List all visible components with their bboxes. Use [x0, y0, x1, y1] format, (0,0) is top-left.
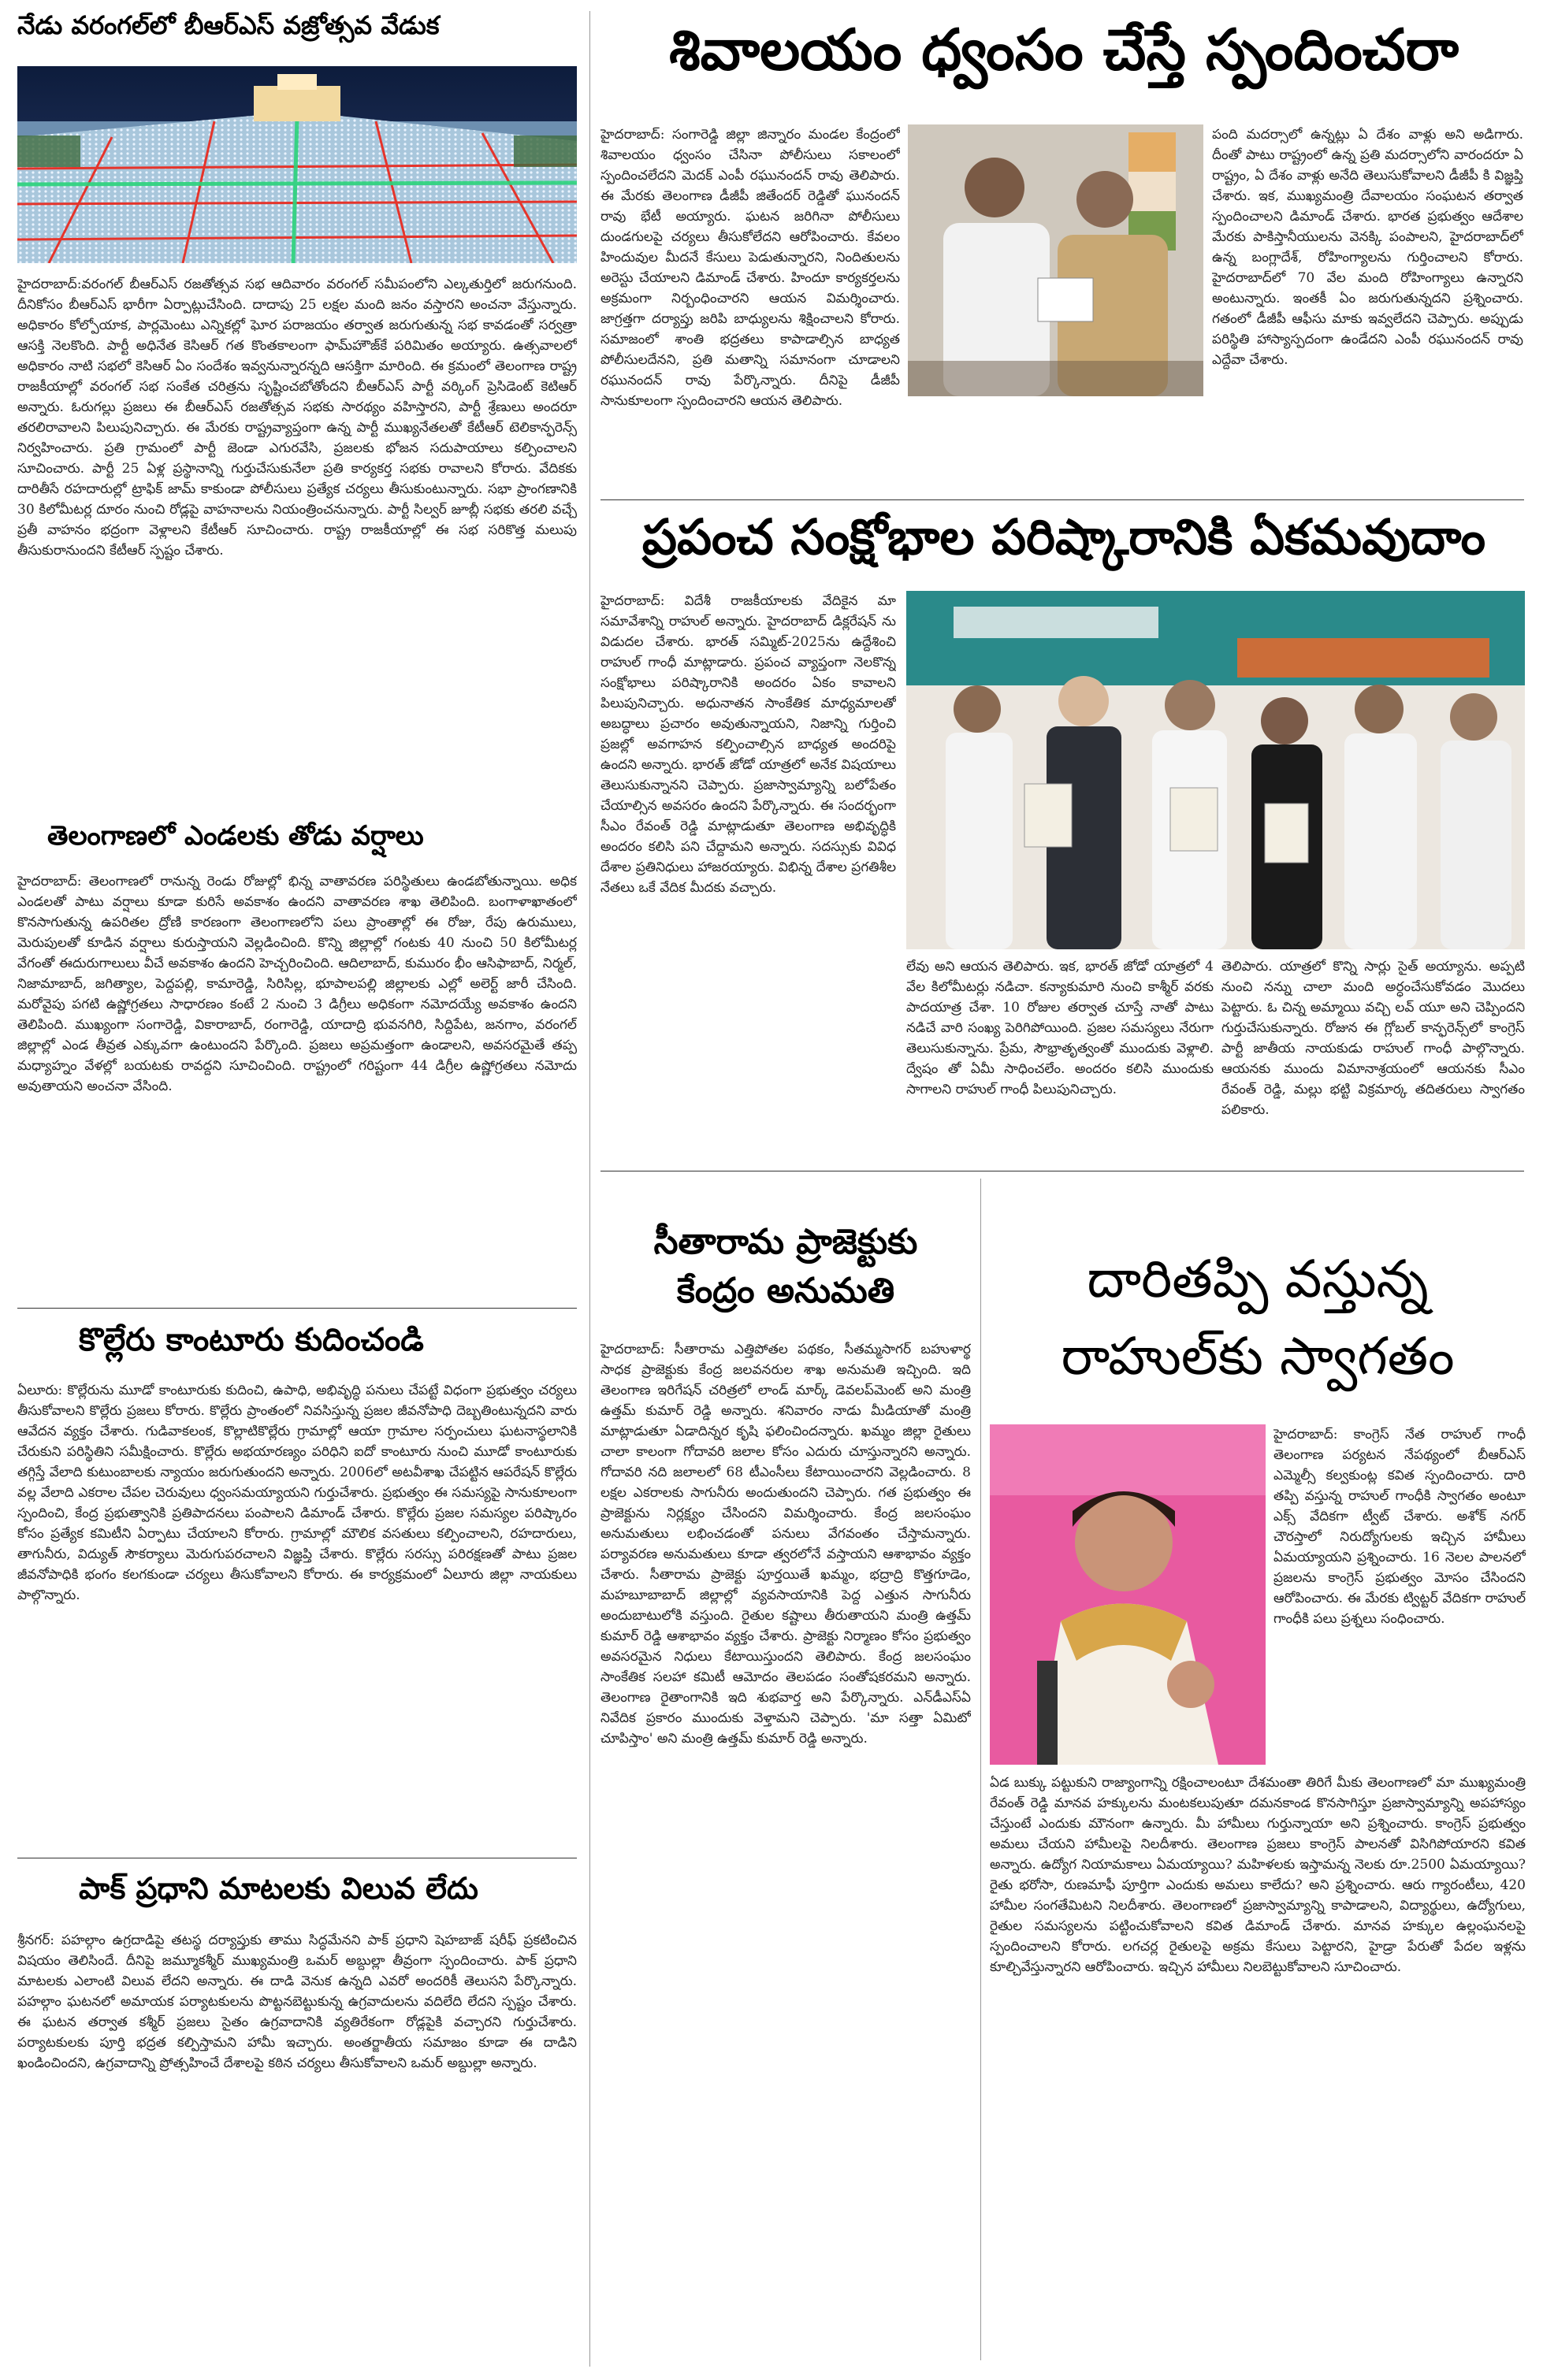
seetharama-headline-line2: కేంద్రం అనుమతి [676, 1271, 895, 1311]
kavitha-photo [990, 1424, 1266, 1765]
prapancha-body: హైదరాబాద్‌: విదేశీ రాజకీయాలకు వేదికైన మా సమావేశాన్ని రాహుల్‌ అన్నారు. హైదరాబాద్‌ డిక్లరేషన్‌ ను విడుదల చేశారు. భారత్‌ సమ్మిట్‌-2025ను ఉద్దేశించి రాహుల్‌ గాంధీ మాట్లాడారు. ప్రపంచ వ్యాప్తంగా నెలకొన్న సంక్షోభాలు పరిష్కారానికి అందరం ఏకం కావాలని పిలుపునిచ్చారు. అధునాతన సాంకేతిక మాధ్యమాలతో అబద్ధాలు ప్రచారం అవుతున్నాయని, నిజాన్ని గుర్తించి ప్రజల్లో అవగాహన కల్పించాల్సిన బాధ్యత అందరిపై ఉందని అన్నారు. భారత్‌ జోడో యాత్రలో అనేక విషయాలు తెలుసుకున్నానని చెప్పారు. ప్రజాస్వామ్యాన్ని బలోపేతం చేయాల్సిన అవసరం ఉందని పేర్కొన్నారు. ఈ సందర్భంగా సీఎం రేవంత్‌ రెడ్డి మాట్లాడుతూ తెలంగాణ అభివృద్ధికి అందరం కలిసి పని చేద్దామని అన్నారు. సదస్సుకు వివిధ దేశాల ప్రతినిధులు హాజరయ్యారు. విభిన్న దేశాల ప్రగతిశీల నేతలు ఒకే వేదిక మీదకు వచ్చారు. [600, 593, 896, 896]
section-rule-kolleru [17, 1308, 577, 1309]
seetharama-headline-line1: సీతారామ ప్రాజెక్టుకు [653, 1222, 918, 1262]
section-rule-prapancha [600, 499, 1524, 500]
seetharama-body: హైదరాబాద్‌: సీతారామ ఎత్తిపోతల పథకం, సీతమ్మసాగర్‌ బహుళార్థ సాధక ప్రాజెక్టుకు కేంద్ర జలవనరుల శాఖ అనుమతి ఇచ్చింది. ఇది తెలంగాణ ఇరిగేషన్‌ చరిత్రలో లాండ్‌ మార్క్‌ డెవలప్‌మెంట్‌ అని మంత్రి ఉత్తమ్‌ కుమార్‌ రెడ్డి అన్నారు. శనివారం నాడు మీడియాతో మంత్రి మాట్లాడుతూ ఏడాదిన్నర కృషి ఫలించిందన్నారు. ఖమ్మం జిల్లా రైతులు చాలా కాలంగా గోదావరి జలాల కోసం ఎదురు చూస్తున్నారని అన్నారు. గోదావరి నది జలాలలో 68 టీఎంసీలు కేటాయించారని వెల్లడించారు. 8 లక్షల ఎకరాలకు సాగునీరు అందుతుందని చెప్పారు. గత ప్రభుత్వం ఈ ప్రాజెక్టును నిర్లక్ష్యం చేసిందని విమర్శించారు. కేంద్ర జలసంఘం అనుమతులు లభించడంతో పనులు వేగవంతం చేస్తామన్నారు. పర్యావరణ అనుమతులు కూడా త్వరలోనే వస్తాయని ఆశాభావం వ్యక్తం చేశారు. సీతారామ ప్రాజెక్టు పూర్తయితే ఖమ్మం, భద్రాద్రి కొత్తగూడెం, మహబూబాబాద్‌ జిల్లాల్లో వ్యవసాయానికి పెద్ద ఎత్తున సాగునీరు అందుబాటులోకి వస్తుంది. రైతుల కష్టాలు తీరుతాయని మంత్రి ఉత్తమ్‌ కుమార్‌ రెడ్డి ఆశాభావం వ్యక్తం చేశారు. ప్రాజెక్టు నిర్మాణం కోసం ప్రభుత్వం అవసరమైన నిధులు కేటాయిస్తుందని తెలిపారు. కేంద్ర జలసంఘం సాంకేతిక సలహా కమిటీ ఆమోదం తెలపడం సంతోషకరమని అన్నారు. తెలంగాణ రైతాంగానికి ఇది శుభవార్త అని పేర్కొన్నారు. ఎన్‌డీఎస్‌ఏ నివేదిక ప్రకారం ముందుకు వెళ్తామని చెప్పారు. 'మా సత్తా ఏమిటో చూపిస్తాం' అని మంత్రి ఉత్తమ్‌ కుమార్‌ రెడ్డి అన్నారు. [600, 1342, 971, 1747]
rahul-headline-line1: దారితప్పి వస్తున్న [1087, 1249, 1429, 1309]
bharat-summit-photo [906, 591, 1525, 949]
kolleru-body: ఏలూరు: కొల్లేరును మూడో కాంటూరుకు కుదించి, ఉపాధి, అభివృద్ధి పనులు చేపట్టే విధంగా ప్రభుత్వం చర్యలు తీసుకోవాలని కొల్లేరు ప్రజలు కోరారు. కొల్లేరు ప్రాంతంలో నివసిస్తున్న ప్రజల జీవనోపాధి దెబ్బతింటున్నదని వారు ఆవేదన వ్యక్తం చేశారు. గుడివాకలంక, కొల్లాటికొల్లేరు గ్రామాల్లో ఆయా గ్రామాల సర్పంచులు ఘటనాస్థలానికి చేరుకుని పరిస్థితిని సమీక్షించారు. కొల్లేరు అభయారణ్యం పరిధిని ఐదో కాంటూరు నుంచి మూడో కాంటూరుకు తగ్గిస్తే వేలాది కుటుంబాలకు న్యాయం జరుగుతుందని అన్నారు. 2006లో అటవీశాఖ చేపట్టిన ఆపరేషన్‌ కొల్లేరు వల్ల వేలాది ఎకరాల చేపల చెరువులు ధ్వంసమయ్యాయని గుర్తుచేశారు. ప్రభుత్వం ఈ సమస్యపై సానుకూలంగా స్పందించి, కేంద్ర ప్రభుత్వానికి ప్రతిపాదనలు పంపాలని డిమాండ్‌ చేశారు. కొల్లేరు ప్రజల సమస్యల పరిష్కారం కోసం ప్రత్యేక కమిటీని ఏర్పాటు చేయాలని కోరారు. గ్రామాల్లో మౌలిక వసతులు కల్పించాలని, రహదారులు, తాగునీరు, విద్యుత్‌ సౌకర్యాలు మెరుగుపరచాలని విజ్ఞప్తి చేశారు. కొల్లేరు సరస్సు పరిరక్షణతో పాటు ప్రజల జీవనోపాధికి భంగం కలగకుండా చర్యలు తీసుకోవాలని కోరారు. ఈ కార్యక్రమంలో ఏలూరు జిల్లా నాయకులు పాల్గొన్నారు. [17, 1383, 577, 1603]
telangana-headline: తెలంగాణలో ఎండలకు తోడు వర్షాలు [47, 820, 424, 852]
raghunandan-dgp-illustration [908, 124, 1203, 396]
bharat-summit-illustration [906, 591, 1525, 949]
pak-body: శ్రీనగర్‌: పహల్గాం ఉగ్రదాడిపై తటస్థ దర్యాప్తుకు తాము సిద్ధమేనని పాక్‌ ప్రధాని షెహబాజ్‌ షరీఫ్‌ ప్రకటించిన విషయం తెలిసిందే. దీనిపై జమ్మూకశ్మీర్‌ ముఖ్యమంత్రి ఒమర్‌ అబ్దుల్లా తీవ్రంగా స్పందించారు. పాక్‌ ప్రధాని మాటలకు ఎలాంటి విలువ లేదని అన్నారు. ఈ దాడి వెనుక ఉన్నది ఎవరో అందరికీ తెలుసని పేర్కొన్నారు. పహల్గాం ఘటనలో అమాయక పర్యాటకులను పొట్టనబెట్టుకున్న ఉగ్రవాదులను వదిలేది లేదని స్పష్టం చేశారు. ఈ ఘటన తర్వాత కశ్మీర్‌ ప్రజలు సైతం ఉగ్రవాదానికి వ్యతిరేకంగా రోడ్లపైకి వచ్చారని గుర్తుచేశారు. పర్యాటకులకు పూర్తి భద్రత కల్పిస్తామని హామీ ఇచ్చారు. అంతర్జాతీయ సమాజం కూడా ఈ దాడిని ఖండించిందని, ఉగ్రవాదాన్ని ప్రోత్సహించే దేశాలపై కఠిన చర్యలు తీసుకోవాలని ఒమర్‌ అబ్దుల్లా అన్నారు. [17, 1933, 577, 2071]
column-divider-right [980, 1179, 981, 2360]
prapancha-headline: ప్రపంచ సంక్షోభాల పరిష్కారానికి ఏకమవుదాం [641, 508, 1486, 566]
brs-headline: నేడు వరంగల్‌లో బీఆర్‌ఎస్‌ వజ్రోత్సవ వేడుక [17, 10, 440, 40]
shivalayam-body-right: పంది మదర్సాలో ఉన్నట్లు ఏ దేశం వాళ్లు అని అడిగారు. దీంతో పాటు రాష్ట్రంలో ఉన్న ప్రతి మదర్సాలోని వారందరూ ఏ రాష్ట్రం, ఏ దేశం వాళ్లు అనేది తెలుసుకోవాలని డీజీపీ కి విజ్ఞప్తి చేశారు. ఇక, ముఖ్యమంత్రి దేవాలయం సంఘటన తర్వాత స్పందించాలని డిమాండ్‌ చేశారు. భారత ప్రభుత్వం ఆదేశాల మేరకు పాకిస్తానీయులను వెనక్కి పంపాలని, హైదరాబాద్‌లో ఉన్న బంగ్లాదేశ్‌, రోహింగ్యాలను గుర్తించాలని కోరారు. హైదరాబాద్‌లో 70 వేల మంది రోహింగ్యాలు ఉన్నారని అంటున్నారు. ఇంతకీ ఏం జరుగుతున్నదని ప్రశ్నించారు. గతంలో డీజీపీ ఆఫీసు మాకు ఇవ్వలేదని చెప్పారు. అప్పుడు పరిస్థితి హాస్యాస్పదంగా ఉండేదని ఎంపీ రఘునందన్‌ రావు ఎద్దేవా చేశారు. [1212, 127, 1523, 368]
column-divider-left [589, 11, 590, 2367]
shivalayam-body: హైదరాబాద్‌: సంగారెడ్డి జిల్లా జిన్నారం మండల కేంద్రంలో శివాలయం ధ్వంసం చేసినా పోలీసులు సకాలంలో స్పందించలేదని మెదక్‌ ఎంపీ రఘునందన్‌ రావు తెలిపారు. ఈ మేరకు తెలంగాణ డీజీపీ జితేందర్‌ రెడ్డితో ఘునందన్‌ రావు భేటీ అయ్యారు. ఘటన జరిగినా పోలీసులు దుండగులపై చర్యలు తీసుకోలేదని ఆరోపించారు. కేవలం హిందువుల మీదనే కేసులు పెడుతున్నారని, నిందితులను అరెస్టు చేయాలని డిమాండ్‌ చేశారు. హిందూ కార్యకర్తలను అక్రమంగా నిర్బంధించారని ఆయన విమర్శించారు. జాగ్రత్తగా దర్యాప్తు జరిపి బాధ్యులను శిక్షించాలని కోరారు. సమాజంలో శాంతి భద్రతలు కాపాడాల్సిన బాధ్యత పోలీసులదేనని, ప్రతి మతాన్ని సమానంగా చూడాలని రఘునందన్‌ రావు పేర్కొన్నారు. దీనిపై డీజీపీ సానుకూలంగా స్పందించారని ఆయన తెలిపారు. [600, 127, 900, 409]
prapancha-body-lower-right: తెలిపారు. యాత్రలో కొన్ని సార్లు సైత్‌ అయ్యాను. అప్పటి నుంచి నన్ను చాలా మంది అర్ధంచేసుకోవడం మొదలు పెట్టారు. ఓ చిన్న అమ్మాయి వచ్చి లవ్‌ యూ అని చెప్పిందని గుర్తుచేసుకున్నారు. రోజున ఈ గ్లోబల్‌ కాన్ఫరెన్స్‌లో కాంగ్రెస్‌ పార్టీ జాతీయ నాయకుడు రాహుల్‌ గాంధీ పాల్గొన్నారు. ఆయనకు ముందు విమానాశ్రయంలో ఆయనకు సీఎం రేవంత్‌ రెడ్డి, మల్లు భట్టి విక్రమార్క తదితరులు స్వాగతం పలికారు. [1221, 959, 1525, 1118]
rahul-headline-line2: రాహుల్‌కు స్వాగతం [1061, 1326, 1455, 1387]
kavitha-illustration [990, 1424, 1266, 1765]
telangana-body: హైదరాబాద్‌: తెలంగాణలో రానున్న రెండు రోజుల్లో భిన్న వాతావరణ పరిస్థితులు ఉండబోతున్నాయి. అధిక ఎండలతో పాటు వర్షాలు కూడా కురిసే అవకాశం ఉందని వాతావరణ శాఖ తెలిపింది. బంగాళాఖాతంలో కొనసాగుతున్న ఉపరితల ద్రోణి కారణంగా తెలంగాణలోని పలు ప్రాంతాల్లో ఈ రోజు, రేపు ఉరుములు, మెరుపులతో కూడిన వర్షాలు కురుస్తాయని వెల్లడించింది. కొన్ని జిల్లాల్లో గంటకు 40 నుంచి 50 కిలోమీటర్ల వేగంతో ఈదురుగాలులు వీచే అవకాశం ఉందని హెచ్చరించింది. ఆదిలాబాద్‌, కుమురం భీం ఆసిఫాబాద్‌, నిర్మల్‌, నిజామాబాద్‌, జగిత్యాల, పెద్దపల్లి, కామారెడ్డి, సిరిసిల్ల, భూపాలపల్లి జిల్లాలకు ఎల్లో అలెర్ట్‌ జారీ చేసింది. మరోవైపు పగటి ఉష్ణోగ్రతలు సాధారణం కంటే 2 నుంచి 3 డిగ్రీలు అధికంగా నమోదయ్యే అవకాశం ఉందని తెలిపింది. ముఖ్యంగా సంగారెడ్డి, వికారాబాద్‌, రంగారెడ్డి, యాదాద్రి భువనగిరి, సిద్దిపేట, జనగాం, వరంగల్‌ జిల్లాల్లో ఎండ తీవ్రత ఎక్కువగా ఉంటుందని పేర్కొంది. ప్రజలు అప్రమత్తంగా ఉండాలని, అవసరమైతే తప్ప మధ్యాహ్నం వేళల్లో బయటకు రావద్దని సూచించింది. రాష్ట్రంలో గరిష్టంగా 44 డిగ్రీల ఉష్ణోగ్రతలు నమోదు అవుతాయని అంచనా వేసింది. [17, 874, 577, 1094]
raghunandan-dgp-photo [908, 124, 1203, 396]
kolleru-headline: కొల్లేరు కాంటూరు కుదించండి [79, 1322, 424, 1358]
shivalayam-headline: శివాలయం ధ్వంసం చేస్తే స్పందించరా [669, 17, 1459, 83]
pak-headline: పాక్‌ ప్రధాని మాటలకు విలువ లేదు [79, 1871, 478, 1906]
brs-body: హైదరాబాద్‌:వరంగల్‌ బీఆర్‌ఎస్‌ రజతోత్సవ సభ ఆదివారం వరంగల్‌ సమీపంలోని ఎల్కతుర్తిలో జరుగనుంది. దీనికోసం బీఆర్‌ఎస్‌ భారీగా ఏర్పాట్లుచేసింది. దాదాపు 25 లక్షల మంది జనం వస్తారని అంచనా వేస్తున్నారు. అధికారం కోల్పోయాక, పార్లమెంటు ఎన్నికల్లో ఘోర పరాజయం తర్వాత జరుగుతున్న సభ కావడంతో సర్వత్రా ఆసక్తి నెలకొంది. పార్టీ అధినేత కెసిఆర్‌ గత కొంతకాలంగా ఫామ్‌హౌజ్‌కే పరిమితం అయ్యారు. ఉత్సవాలలో అధికారం నాటి సభలో కెసిఆర్‌ ఏం సందేశం ఇవ్వనున్నారన్నది ఆసక్తిగా మారింది. ఈ క్రమంలో తెలంగాణ రాష్ట్ర రాజకీయాల్లో వరంగల్‌ సభ సంకేత చరిత్రను సృష్టించబోతోందని బీఆర్‌ఎస్‌ పార్టీ వర్కింగ్‌ ప్రెసిడెంట్‌ కెటిఆర్‌ అన్నారు. ఓరుగల్లు ప్రజలు ఈ బీఆర్‌ఎస్‌ రజతోత్సవ సభకు సారథ్యం వహిస్తారని, పార్టీ శ్రేణులు అందరూ తరలిరావాలని పిలుపునిచ్చారు. ఈ మేరకు రాష్ట్రవ్యాప్తంగా ఉన్న పార్టీ ముఖ్యనేతలతో కేటీఆర్‌ టెలికాన్ఫరెన్స్‌ నిర్వహించారు. ప్రతి గ్రామంలో పార్టీ జెండా ఎగురవేసి, ప్రజలకు భోజన సదుపాయాలు కల్పించాలని సూచించారు. పార్టీ 25 ఏళ్ల ప్రస్థానాన్ని గుర్తుచేసుకునేలా ప్రతి కార్యకర్త సభకు రావాలని కోరారు. వేదికకు దారితీసే రహదారుల్లో ట్రాఫిక్‌ జామ్‌ కాకుండా పోలీసులు ప్రత్యేక చర్యలు తీసుకుంటున్నారు. సభా ప్రాంగణానికి 30 కిలోమీటర్ల దూరం నుంచి రోడ్లపై వాహనాలను నియంత్రించనున్నారు. పార్టీ సిల్వర్‌ జూబ్లీ సభకు తరలి వచ్చే ప్రతీ వాహనం భద్రంగా వెళ్లాలని కేటీఆర్‌ సూచించారు. రాష్ట్ర రాజకీయాల్లో ఈ సభ సరికొత్త మలుపు తీసుకురానుందని కేటీఆర్‌ స్పష్టం చేశారు. [17, 277, 577, 559]
prapancha-body-lower-left: లేవు అని ఆయన తెలిపారు. ఇక, భారత్‌ జోడో యాత్రలో 4 వేల కిలోమీటర్లు నడిచా. కన్యాకుమారి నుంచి కాశ్మీర్‌ వరకు పాదయాత్ర చేశా. 10 రోజుల తర్వాత చూస్తే నాతో పాటు నడిచే వారి సంఖ్య పెరిగిపోయింది. ప్రజల సమస్యలు నేరుగా తెలుసుకున్నాను. ప్రేమ, సౌభ్రాతృత్వంతో ముందుకు వెళ్లాలి. ద్వేషం తో ఏమీ సాధించలేం. అందరం కలిసి ముందుకు సాగాలని రాహుల్‌ గాంధీ పిలుపునిచ్చారు. [906, 959, 1214, 1097]
rahul-body: హైదరాబాద్‌: కాంగ్రెస్‌ నేత రాహుల్‌ గాంధీ తెలంగాణ పర్యటన నేపథ్యంలో బీఆర్‌ఎస్‌ ఎమ్మెల్సీ కల్వకుంట్ల కవిత స్పందించారు. దారి తప్పి వస్తున్న రాహుల్‌ గాంధీకి స్వాగతం అంటూ ఎక్స్‌ వేదికగా ట్వీట్‌ చేశారు. అశోక్‌ నగర్‌ చౌరస్తాలో నిరుద్యోగులకు ఇచ్చిన హామీలు ఏమయ్యాయని ప్రశ్నించారు. 16 నెలల పాలనలో ప్రజలను కాంగ్రెస్‌ ప్రభుత్వం మోసం చేసిందని ఆరోపించారు. ఈ మేరకు ట్విట్టర్‌ వేదికగా రాహుల్‌ గాంధీకి పలు ప్రశ్నలు సంధించారు. [1273, 1427, 1526, 1627]
brs-venue-photo [17, 66, 577, 263]
brs-venue-illustration [17, 66, 577, 263]
rahul-body-continued: ఏడ బుక్కు పట్టుకుని రాజ్యాంగాన్ని రక్షించాలంటూ దేశమంతా తిరిగే మీకు తెలంగాణలో మా ముఖ్యమంత్రి రేవంత్‌ రెడ్డి మానవ హక్కులను మంటకలుపుతూ దమనకాండ కొనసాగిస్తూ ప్రజాస్వామ్యాన్ని అపహాస్యం చేస్తుంటే ఎందుకు మౌనంగా ఉన్నారు. మీ హామీలు గుర్తున్నాయా అని ప్రశ్నించారు. కాంగ్రెస్‌ ప్రభుత్వం అమలు చేయని హామీలపై నిలదీశారు. తెలంగాణ ప్రజలు కాంగ్రెస్‌ పాలనతో విసిగిపోయారని కవిత అన్నారు. ఉద్యోగ నియామకాలు ఏమయ్యాయి? మహిళలకు ఇస్తామన్న నెలకు రూ.2500 ఏమయ్యాయి? రైతు భరోసా, రుణమాఫీ పూర్తిగా ఎందుకు అమలు కాలేదు? అని ప్రశ్నించారు. ఆరు గ్యారంటీలు, 420 హామీల సంగతేమిటని నిలదీశారు. తెలంగాణలో ప్రజాస్వామ్యాన్ని కాపాడాలని, విద్యార్థులు, ఉద్యోగులు, రైతుల సమస్యలను పట్టించుకోవాలని కవిత డిమాండ్‌ చేశారు. మానవ హక్కుల ఉల్లంఘనలపై స్పందించాలని కోరారు. లగచర్ల రైతులపై అక్రమ కేసులు పెట్టారని, హైడ్రా పేరుతో పేదల ఇళ్లను కూల్చివేస్తున్నారని ఆరోపించారు. ఇచ్చిన హామీలు నిలబెట్టుకోవాలని సూచించారు. [990, 1775, 1526, 1975]
